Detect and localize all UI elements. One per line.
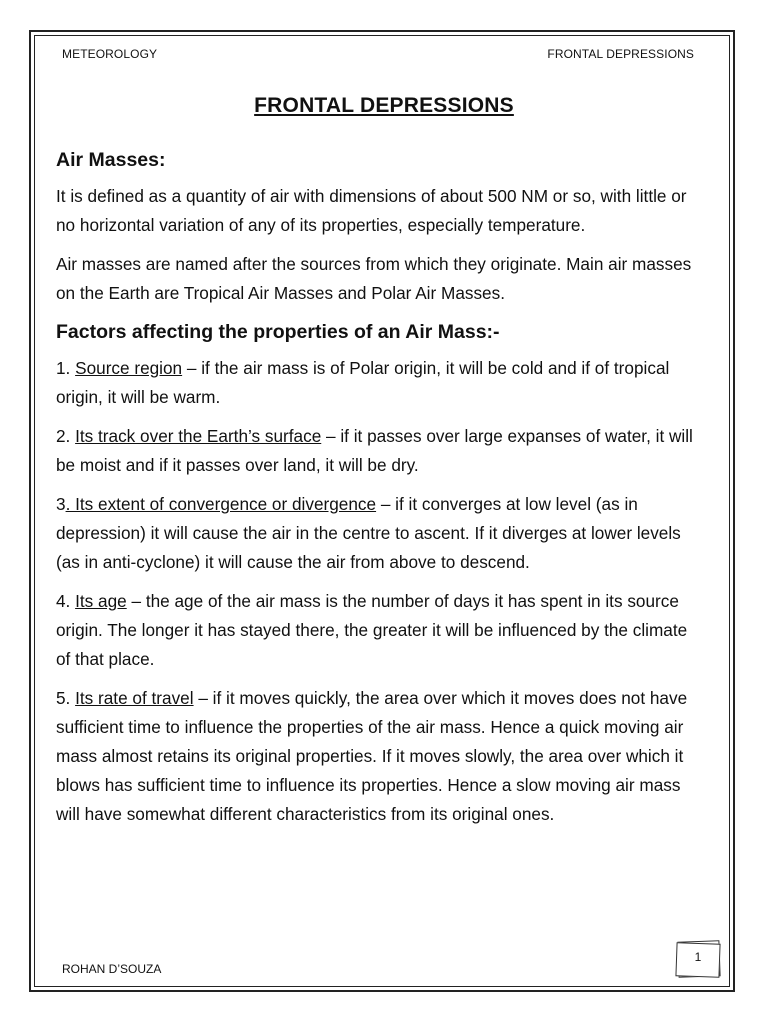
footer-author: ROHAN D’SOUZA <box>62 962 162 976</box>
factor-description: – if it passes over large expanses of water, it will be moist and if it passes over land, it will be dry. <box>56 426 693 475</box>
factor-item <box>56 422 706 480</box>
factor-number: 5. <box>56 688 76 708</box>
factor-item <box>56 587 706 674</box>
main-content <box>56 146 706 839</box>
page-title: FRONTAL DEPRESSIONS <box>254 94 514 117</box>
factor-number: 2. <box>56 426 76 446</box>
factor-item <box>56 354 706 412</box>
factor-number: 4. <box>56 591 76 611</box>
factor-item <box>56 490 706 577</box>
factor-description: – the age of the air mass is the number of days it has spent in its source origin. The longer it has stayed there, the greater it will be influenced by the climate of that place. <box>56 591 688 669</box>
header-chapter: FRONTAL DEPRESSIONS <box>547 47 694 61</box>
section-heading-factors: Factors affecting the properties of an Air Mass:- <box>56 321 500 343</box>
factor-item <box>56 684 706 829</box>
factor-term: . Its extent of convergence or divergence <box>65 494 377 514</box>
factor-term: Source region <box>75 358 183 378</box>
header-subject: METEOROLOGY <box>62 47 158 61</box>
factor-number: 3 <box>56 494 66 514</box>
paragraph-naming: Air masses are named after the sources from which they originate. Main air masses on the Earth are Tropical Air Masses and Polar Air Masses. <box>56 254 692 303</box>
paragraph-definition: It is defined as a quantity of air with dimensions of about 500 NM or so, with little or no horizontal variation of any of its properties, especially temperature. <box>56 186 687 235</box>
factor-description: – if the air mass is of Polar origin, it will be cold and if of tropical origin, it will be warm. <box>56 358 670 407</box>
factor-term: Its rate of travel <box>75 688 194 708</box>
factor-description: – if it moves quickly, the area over which it moves does not have sufficient time to influence the properties of the air mass. Hence a quick moving air mass almost retains its original properties. If it moves slowly, the area over which it blows has sufficient time to influence its properties. Hence a slow moving air mass will have somewhat different characteristics from its original ones. <box>56 688 688 824</box>
factor-number: 1. <box>56 358 76 378</box>
factor-term: Its age <box>75 591 127 611</box>
page-number-box <box>676 941 720 977</box>
section-heading-air-masses: Air Masses: <box>56 149 166 171</box>
factor-term: Its track over the Earth’s surface <box>75 426 322 446</box>
factor-description: – if it converges at low level (as in depression) it will cause the air in the centre to ascent. If it diverges at lower levels (as in anti-cyclone) it will cause the air from above to descend. <box>56 494 681 572</box>
page-number: 1 <box>694 950 702 964</box>
